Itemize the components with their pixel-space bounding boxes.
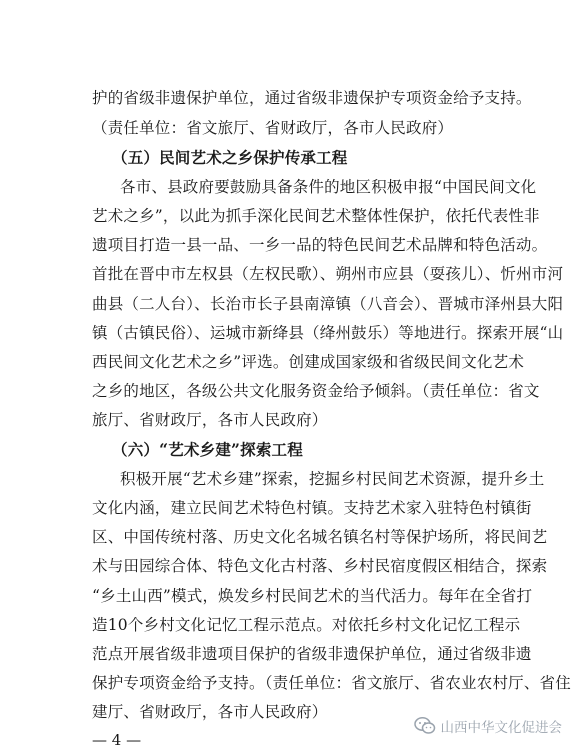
watermark-text: 山西中华文化促进会: [440, 720, 562, 736]
body-line: 保护专项资金给予支持。（责任单位：省文旅厅、省农业农村厅、省住: [92, 674, 571, 692]
body-line: 区、中国传统村落、历史文化名城名镇名村等保护场所，将民间艺: [92, 528, 548, 546]
body-line: 曲县（二人台）、长治市长子县南漳镇（八音会）、晋城市泽州县大阳: [92, 295, 564, 313]
body-line: 首批在晋中市左权县（左权民歌）、朔州市应县（耍孩儿）、忻州市河: [92, 265, 564, 283]
body-line: 镇（古镇民俗）、运城市新绛县（绛州鼓乐）等地进行。探索开展“山: [92, 324, 564, 342]
wechat-icon: [414, 716, 436, 736]
body-line: 艺术之乡”，以此为抓手深化民间艺术整体性保护，依托代表性非: [92, 207, 540, 225]
body-line: 术与田园综合体、特色文化古村落、乡村民宿度假区相结合，探索: [92, 557, 548, 575]
body-line: “乡土山西”模式，焕发乡村民间艺术的当代活力。每年在全省打: [92, 587, 533, 605]
body-line: 西民间文化艺术之乡”评选。创建成国家级和省级民间文化艺术: [92, 353, 525, 371]
body-line: 遗项目打造一县一品、一乡一品的特色民间艺术品牌和特色活动。: [92, 236, 548, 254]
body-line: 造10个乡村文化记忆工程示范点。对依托乡村文化记忆工程示: [92, 616, 521, 634]
body-line: 建厅、省财政厅，各市人民政府）: [92, 703, 328, 721]
page-number: — 4 —: [92, 731, 142, 749]
body-line: 之乡的地区，各级公共文化服务资金给予倾斜。（责任单位：省文: [92, 382, 540, 400]
section-heading: （六）“艺术乡建”探索工程: [112, 440, 303, 459]
body-line: （责任单位：省文旅厅、省财政厅，各市人民政府）: [92, 119, 454, 137]
body-line: 旅厅、省财政厅，各市人民政府）: [92, 411, 328, 429]
body-line: 范点开展省级非遗项目保护的省级非遗保护单位，通过省级非遗: [92, 645, 532, 663]
body-line: 护的省级非遗保护单位，通过省级非遗保护专项资金给予支持。: [92, 89, 532, 107]
body-line: 文化内涵，建立民间艺术特色村镇。支持艺术家入驻特色村镇街: [92, 499, 532, 517]
body-line: 各市、县政府要鼓励具备条件的地区积极申报“中国民间文化: [120, 178, 537, 196]
body-line: 积极开展“艺术乡建”探索，挖掘乡村民间艺术资源，提升乡土: [120, 470, 545, 488]
section-heading: （五）民间艺术之乡保护传承工程: [112, 148, 348, 167]
account-watermark: [414, 714, 563, 738]
